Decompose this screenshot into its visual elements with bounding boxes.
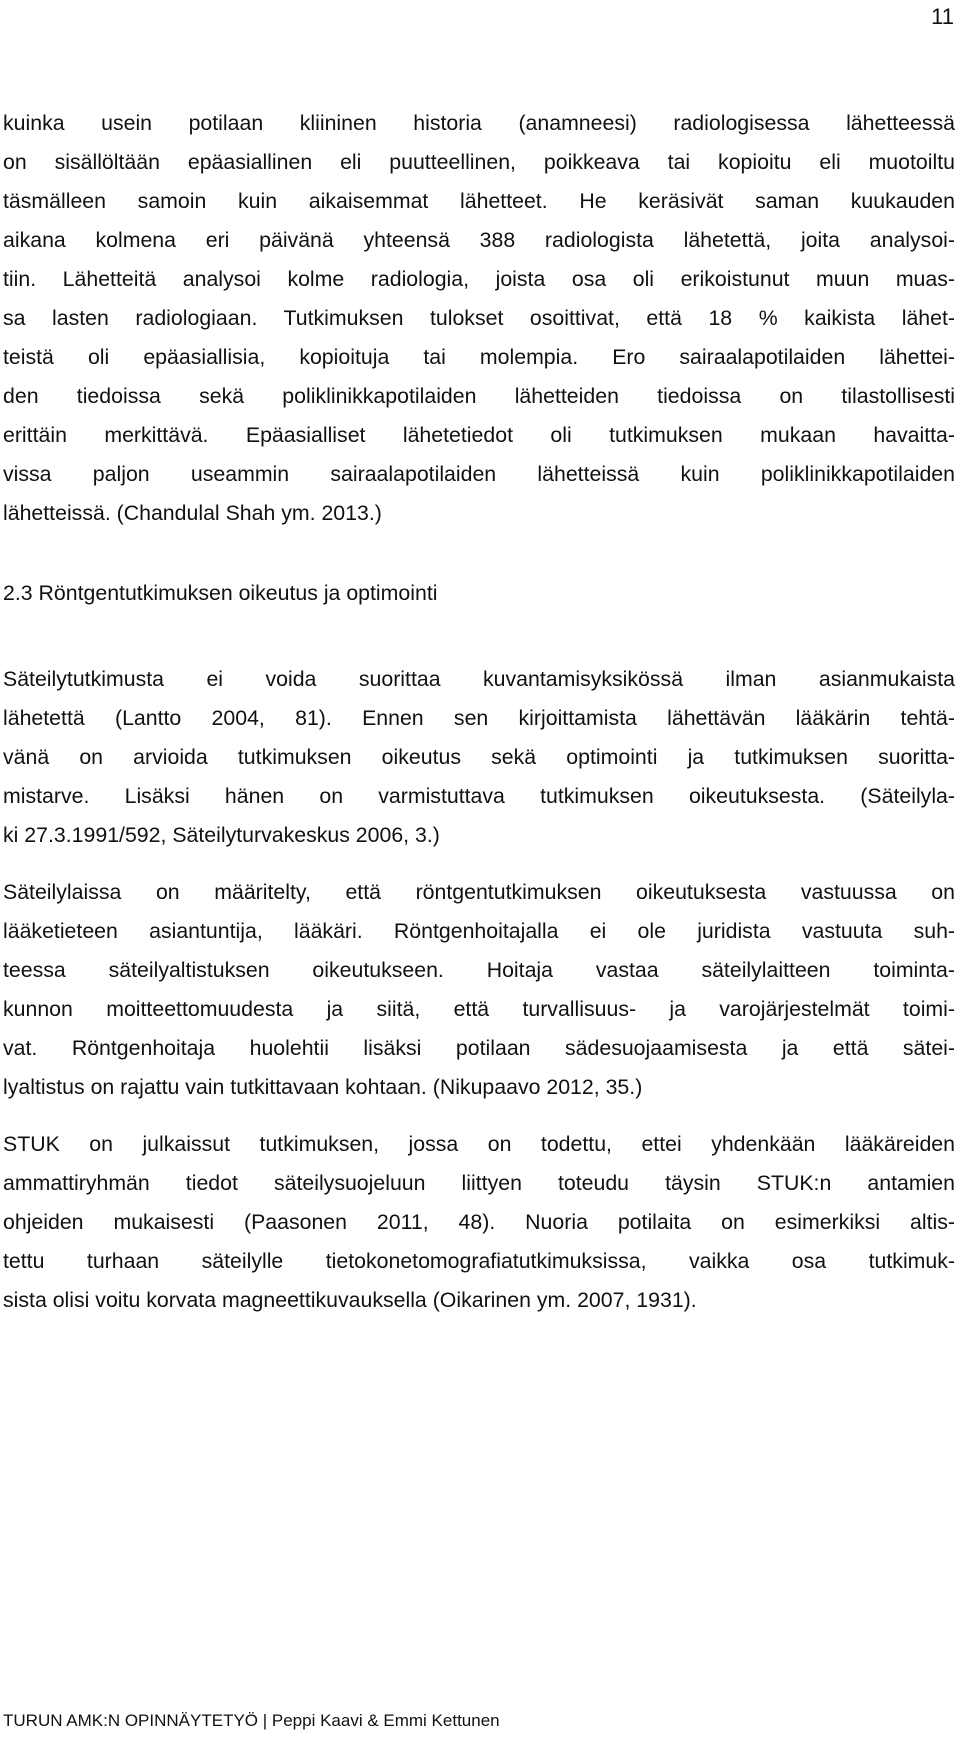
text-line: lääketieteen asiantuntija, lääkäri. Röntgenhoitajalla ei ole juridista vastuuta suh- — [3, 919, 955, 943]
text-line: sista olisi voitu korvata magneettikuvauksella (Oikarinen ym. 2007, 1931). — [3, 1288, 697, 1312]
text-line: ohjeiden mukaisesti (Paasonen 2011, 48). Nuoria potilaita on esimerkiksi altis- — [3, 1210, 955, 1234]
text-line: den tiedoissa sekä poliklinikkapotilaiden lähetteiden tiedoissa on tilastollisesti — [3, 384, 955, 408]
text-line: lähetettä (Lantto 2004, 81). Ennen sen kirjoittamista lähettävän lääkärin tehtä- — [3, 706, 955, 730]
text-line: teistä oli epäasiallisia, kopioituja tai molempia. Ero sairaalapotilaiden lähettei- — [3, 345, 955, 369]
paragraph-stuk-study — [3, 1125, 955, 1320]
text-line: on sisällöltään epäasiallinen eli puutteellinen, poikkeava tai kopioitu eli muotoiltu — [3, 150, 955, 174]
text-line: vänä on arvioida tutkimuksen oikeutus sekä optimointi ja tutkimuksen suoritta- — [3, 745, 955, 769]
text-line: vat. Röntgenhoitaja huolehtii lisäksi potilaan sädesuojaamisesta ja että sätei- — [3, 1036, 955, 1060]
text-line: Säteilytutkimusta ei voida suorittaa kuvantamisyksikössä ilman asianmukaista — [3, 667, 955, 691]
text-line: teessa säteilyaltistuksen oikeutukseen. Hoitaja vastaa säteilylaitteen toimintа- — [3, 958, 955, 982]
text-line: tiin. Lähetteitä analysoi kolme radiologia, joista osa oli erikoistunut muun muas- — [3, 267, 955, 291]
text-line: kunnon moitteettomuudesta ja siitä, että turvallisuus- ja varojärjestelmät toimi- — [3, 997, 955, 1021]
text-line: täsmälleen samoin kuin aikaisemmat lähetteet. He keräsivät saman kuukauden — [3, 189, 955, 213]
text-line: ki 27.3.1991/592, Säteilyturvakeskus 2006, 3.) — [3, 823, 440, 847]
section-heading: 2.3 Röntgentutkimuksen oikeutus ja optimointi — [3, 581, 438, 605]
paragraph-justification — [3, 660, 955, 855]
text-line: aikana kolmena eri päivänä yhteensä 388 radiologista lähetettä, joita analysoi- — [3, 228, 955, 252]
text-line: kuinka usein potilaan kliininen historia (anamneesi) radiologisessa lähetteessä — [3, 111, 955, 135]
text-line: vissa paljon useammin sairaalapotilaiden lähetteissä kuin poliklinikkapotilaiden — [3, 462, 955, 486]
text-line: lyaltistus on rajattu vain tutkittavaan kohtaan. (Nikupaavo 2012, 35.) — [3, 1075, 643, 1099]
text-line: tettu turhaan säteilylle tietokonetomografiatutkimuksissa, vaikka osa tutkimuk- — [3, 1249, 955, 1273]
document-body — [3, 104, 955, 1320]
page-number: 11 — [931, 4, 954, 29]
paragraph-referral-study — [3, 104, 955, 533]
page-footer: TURUN AMK:N OPINNÄYTETYÖ | Peppi Kaavi & Emmi Kettunen — [3, 1711, 500, 1730]
text-line: STUK on julkaissut tutkimuksen, jossa on todettu, ettei yhdenkään lääkäreiden — [3, 1132, 955, 1156]
text-line: erittäin merkittävä. Epäasialliset lähetetiedot oli tutkimuksen mukaan havaitta- — [3, 423, 955, 447]
text-line: Säteilylaissa on määritelty, että röntgentutkimuksen oikeutuksesta vastuussa on — [3, 880, 955, 904]
text-line: mistarve. Lisäksi hänen on varmistuttava tutkimuksen oikeutuksesta. (Säteilyla- — [3, 784, 955, 808]
text-line: ammattiryhmän tiedot säteilysuojeluun liittyen toteudu täysin STUK:n antamien — [3, 1171, 955, 1195]
paragraph-radiation-law — [3, 873, 955, 1107]
text-line: lähetteissä. (Chandulal Shah ym. 2013.) — [3, 501, 382, 525]
text-line: sa lasten radiologiaan. Tutkimuksen tulokset osoittivat, että 18 % kaikista lähet- — [3, 306, 955, 330]
